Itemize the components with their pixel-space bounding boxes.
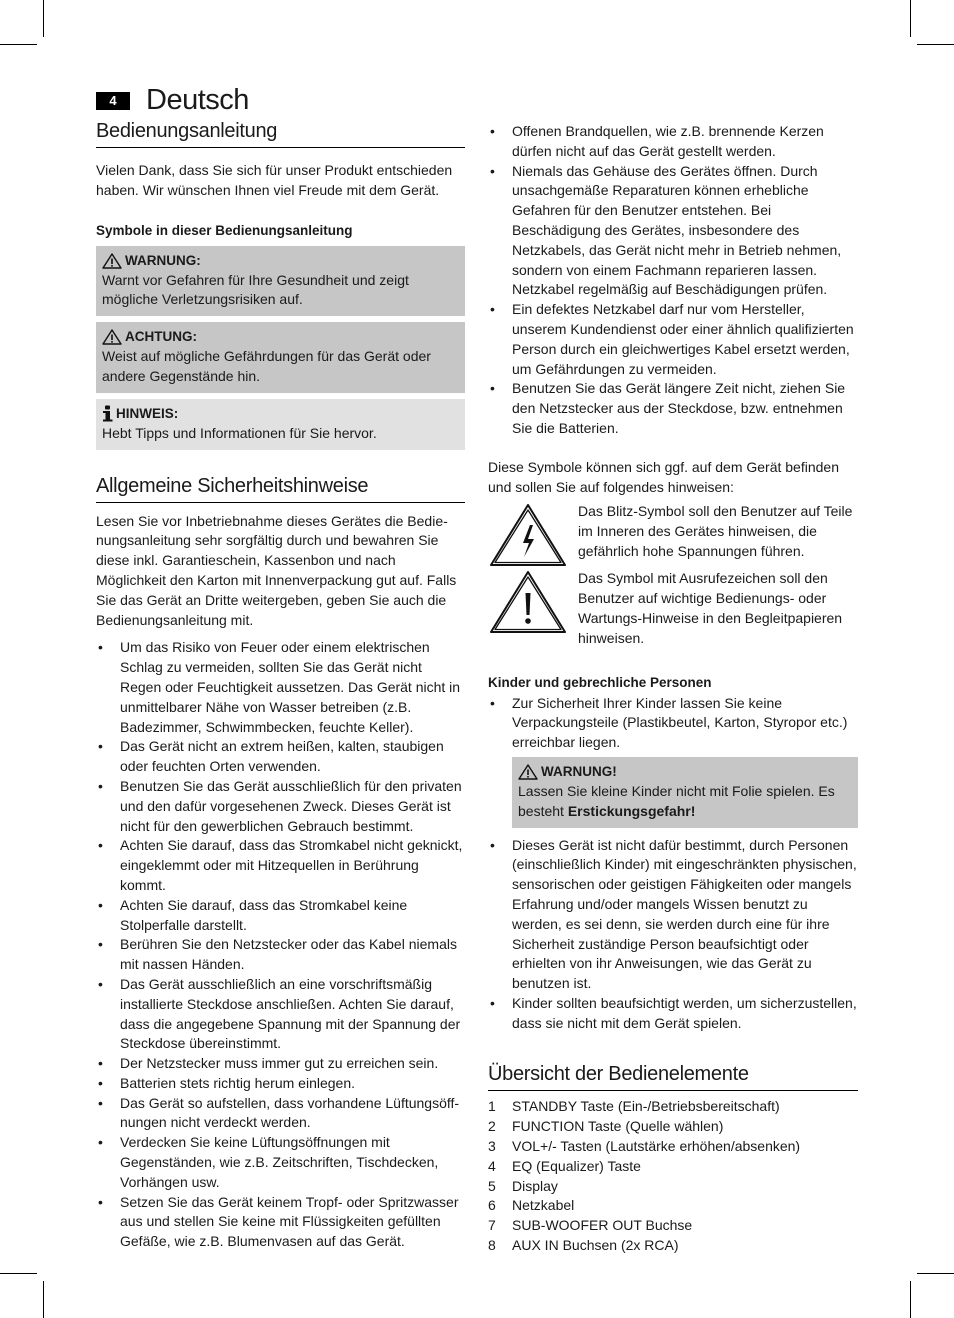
list-item xyxy=(488,1157,858,1177)
list-item: • Offenen Brandquellen, wie z.B. brennende Kerzen dürfen nicht auf das Gerät gestellt werden. xyxy=(488,122,858,162)
list-item: • Verdecken Sie keine Lüftungsöffnungen mit Gegenständen, wie z.B. Zeitschriften, Tischdecken, Vorhängen usw. xyxy=(96,1133,465,1192)
list-item: • Kinder sollten beaufsichtigt werden, um sicherzustellen, dass sie nicht mit dem Gerät spielen. xyxy=(488,994,858,1034)
list-item xyxy=(488,1196,858,1216)
section-title-bedienungsanleitung: Bedienungsanleitung xyxy=(96,120,465,148)
warning-triangle-icon xyxy=(102,329,122,345)
list-item: • Das Gerät ausschließlich an eine vorschriftsmäßig installierte Steckdose anschließen. Achten Sie darauf, dass die angegebene Spannung mit der Spannung der Steckdose übereinstimmt. xyxy=(96,975,465,1054)
lightning-symbol-text: Das Blitz-Symbol soll den Benutzer auf Teile im Inneren des Gerätes hinweisen, die gefährlich hohe Spannungen führen. xyxy=(578,503,853,559)
warning-box xyxy=(96,246,465,317)
crop-mark xyxy=(917,44,954,45)
list-item: • Das Gerät nicht an extrem heißen, kalten, staubigen oder feuchten Orten verwenden. xyxy=(96,737,465,777)
list-item: • Achten Sie darauf, dass das Stromkabel nicht geknickt, eingeklemmt oder mit Hitzequellen in Berührung kommt. xyxy=(96,836,465,895)
item-number: 8 xyxy=(488,1237,496,1254)
item-number: 4 xyxy=(488,1157,496,1174)
safety-intro-paragraph: Lesen Sie vor Inbetriebnahme dieses Gerätes die Bedienungsanleitung sehr sorgfältig durch und bewahren Sie diese inkl. Garantieschein, Kassenbon und nach Möglichkeit den Karton mit Innenverpackung gut auf. Falls Sie das Gerät an Dritte weitergeben, geben Sie auch die Bedienungsanleitung mit. xyxy=(96,512,457,628)
item-label: FUNCTION Taste (Quelle wählen) xyxy=(512,1118,724,1135)
list-item: • Dieses Gerät ist nicht dafür bestimmt, durch Personen (einschließlich Kinder) mit eingeschränkten physischen, sensorischen oder geistigen Fähigkeiten oder mangels Erfahrung und/oder mangels Wissen benutzt zu werden, es sei denn, sie werden durch eine für ihre Sicherheit zuständige Person beaufsichtigt oder erhielten von ihr Anweisungen, wie das Gerät zu benutzen ist. xyxy=(488,836,858,994)
list-item: • Zur Sicherheit Ihrer Kinder lassen Sie keine Verpackungsteile (Plastikbeutel, Karton, Styropor etc.) erreichbar liegen. xyxy=(488,694,858,753)
exclamation-symbol-row xyxy=(488,569,858,648)
crop-mark xyxy=(43,1281,44,1318)
crop-mark xyxy=(917,1273,954,1274)
list-item xyxy=(488,1236,858,1256)
caution-box xyxy=(96,322,465,393)
item-label: AUX IN Buchsen (2x RCA) xyxy=(512,1237,679,1254)
language-title: Deutsch xyxy=(146,84,249,116)
item-label: Netzkabel xyxy=(512,1197,575,1214)
crop-mark xyxy=(43,0,44,37)
item-number: 2 xyxy=(488,1118,496,1135)
list-item xyxy=(488,1097,858,1117)
crop-mark xyxy=(910,0,911,37)
note-text: Hebt Tipps und Informationen für Sie hervor. xyxy=(102,424,377,441)
page-number: 4 xyxy=(96,92,130,110)
note-box xyxy=(96,399,465,450)
children-warning-text xyxy=(518,782,852,822)
safety-bullet-list-continued xyxy=(488,122,858,439)
warning-triangle-icon xyxy=(518,764,538,780)
list-item xyxy=(488,1177,858,1197)
list-item: • Das Gerät so aufstellen, dass vorhandene Lüftungsöffnungen nicht verdeckt werden. xyxy=(96,1094,465,1134)
right-column xyxy=(488,122,858,1256)
children-warning-body: Lassen Sie kleine Kinder nicht mit Folie spielen. Es besteht xyxy=(518,782,835,819)
item-label: EQ (Equalizer) Taste xyxy=(512,1157,641,1174)
item-label: VOL+/- Tasten (Lautstärke erhöhen/absenken) xyxy=(512,1138,801,1155)
item-label: SUB-WOOFER OUT Buchse xyxy=(512,1217,693,1234)
children-bullet-list-2 xyxy=(488,836,858,1034)
item-number: 1 xyxy=(488,1098,496,1115)
crop-mark xyxy=(0,1273,37,1274)
exclamation-symbol-text: Das Symbol mit Ausrufezeichen soll den Benutzer auf wichtige Bedienungs- oder Wartungs-Hinweise in den Begleitpapieren hinweisen. xyxy=(578,570,843,646)
item-number: 6 xyxy=(488,1197,496,1214)
symbols-intro-paragraph: Diese Symbole können sich ggf. auf dem Gerät befinden und sollen Sie auf folgendes hinweisen: xyxy=(488,458,839,495)
list-item: • Berühren Sie den Netzstecker oder das Kabel niemals mit nassen Händen. xyxy=(96,935,465,975)
warning-label: WARNUNG: xyxy=(125,252,201,268)
list-item xyxy=(488,1216,858,1236)
children-bullet-list xyxy=(488,694,858,753)
section-title-safety: Allgemeine Sicherheitshinweise xyxy=(96,475,465,503)
warning-text: Warnt vor Gefahren für Ihre Gesundheit und zeigt mögliche Verletzungsrisiken auf. xyxy=(102,271,409,308)
section-title-controls: Übersicht der Bedienelemente xyxy=(488,1063,858,1091)
caution-text: Weist auf mögliche Gefährdungen für das Gerät oder andere Gegenstände hin. xyxy=(102,348,431,384)
list-item: • Niemals das Gehäuse des Gerätes öffnen. Durch unsachgemäße Reparaturen können erhebliche Gefahren für den Benutzer entstehen. Bei Beschädigung des Gerätes, insbesondere des Netzkabels, das Gerät nicht mehr in Betrieb nehmen, sondern von einem Fachmann reparieren lassen. Netzkabel regelmäßig auf Beschädigungen prüfen. xyxy=(488,162,858,301)
lightning-symbol-row xyxy=(488,502,858,568)
item-label: Display xyxy=(512,1177,558,1194)
children-warning-bold: Erstickungsgefahr! xyxy=(567,802,696,819)
exclamation-warning-icon xyxy=(488,569,568,635)
controls-list xyxy=(488,1097,858,1255)
crop-mark xyxy=(0,44,37,45)
note-label: HINWEIS: xyxy=(116,405,179,421)
children-heading: Kinder und gebrechliche Personen xyxy=(488,674,712,690)
list-item: • Benutzen Sie das Gerät ausschließlich für den privaten und den dafür vorgesehenen Zweck. Dieses Gerät ist nicht für den gewerblichen Gebrauch bestimmt. xyxy=(96,777,465,836)
intro-paragraph: Vielen Dank, dass Sie sich für unser Produkt entschieden haben. Wir wünschen Ihnen viel Freude mit dem Gerät. xyxy=(96,162,453,198)
warning-triangle-icon xyxy=(102,253,122,269)
lightning-warning-icon xyxy=(488,502,568,568)
list-item: • Batterien stets richtig herum einlegen. xyxy=(96,1074,465,1094)
list-item: • Achten Sie darauf, dass das Stromkabel keine Stolperfalle darstellt. xyxy=(96,896,465,936)
children-warning-label: WARNUNG! xyxy=(541,763,617,779)
list-item xyxy=(488,1117,858,1137)
info-icon xyxy=(102,405,114,422)
list-item: • Benutzen Sie das Gerät längere Zeit nicht, ziehen Sie den Netzstecker aus der Steckdose, bzw. entnehmen Sie die Batterien. xyxy=(488,379,858,438)
list-item: • Setzen Sie das Gerät keinem Tropf- oder Spritzwasser aus und stellen Sie keine mit Flüssigkeiten gefüllten Gefäße, wie z.B. Blumenvasen auf das Gerät. xyxy=(96,1193,465,1252)
list-item: • Um das Risiko von Feuer oder einem elektrischen Schlag zu vermeiden, sollten Sie das Gerät nicht Regen oder Feuchtigkeit aussetzen. Das Gerät nicht in unmittelbarer Nähe von Wasser betreiben (z.B. Badezimmer, Schwimmbecken, feuchte Keller). xyxy=(96,638,465,737)
list-item: • Der Netzstecker muss immer gut zu erreichen sein. xyxy=(96,1054,465,1074)
safety-bullet-list xyxy=(96,638,465,1252)
left-column xyxy=(96,120,465,1252)
crop-mark xyxy=(910,1281,911,1318)
item-number: 7 xyxy=(488,1217,496,1234)
item-number: 3 xyxy=(488,1138,496,1155)
item-label: STANDBY Taste (Ein-/Betriebsbereitschaft) xyxy=(512,1098,780,1115)
list-item xyxy=(488,1137,858,1157)
caution-label: ACHTUNG: xyxy=(125,329,197,345)
item-number: 5 xyxy=(488,1177,496,1194)
symbols-heading: Symbole in dieser Bedienungsanleitung xyxy=(96,222,353,238)
children-warning-box xyxy=(512,757,858,828)
list-item: • Ein defektes Netzkabel darf nur vom Hersteller, unserem Kundendienst oder einer ähnlich qualifizierten Person durch ein gleichwertiges Kabel ersetzt werden, um Gefährdungen zu vermeiden. xyxy=(488,300,858,379)
